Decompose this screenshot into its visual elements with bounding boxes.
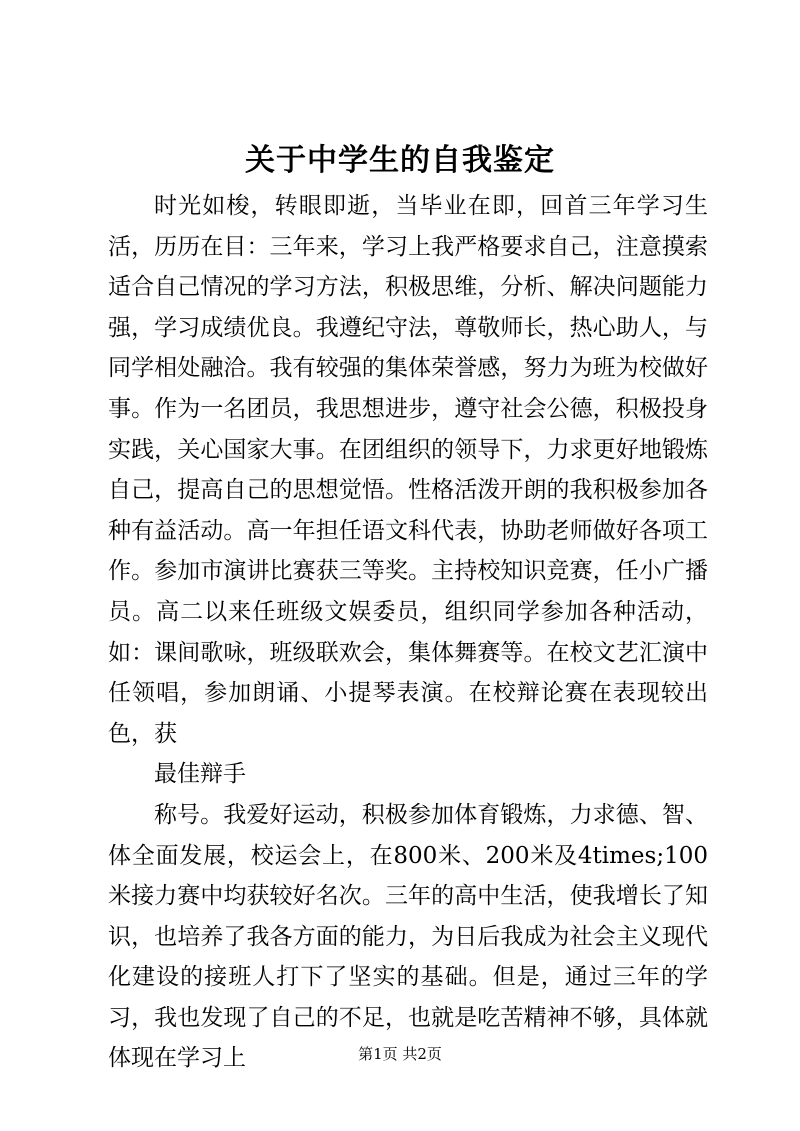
paragraph-3: 称号。我爱好运动，积极参加体育锻炼，力求德、智、体全面发展，校运会上，在800米、200米及4times;100米接力赛中均获较好名次。三年的高中生活，使我增长了知识，也培养了我各方面的能力，为日后我成为社会主义现代化建设的接班人打下了坚实的基础。但是，通过三年的学习，我也发现了自己的不足，也就是吃苦精神不够，具体就体现在学习上 [108,801,708,1072]
document-body [108,186,708,1079]
page-footer: 第1页 共2页 [358,1045,442,1063]
document-title: 关于中学生的自我鉴定 [245,143,555,178]
paragraph-1: 时光如梭，转眼即逝，当毕业在即，回首三年学习生活，历历在目：三年来，学习上我严格要求自己，注意摸索适合自己情况的学习方法，积极思维，分析、解决问题能力强，学习成绩优良。我遵纪守法，尊敬师长，热心助人，与同学相处融洽。我有较强的集体荣誉感，努力为班为校做好事。作为一名团员，我思想进步，遵守社会公德，积极投身实践，关心国家大事。在团组织的领导下，力求更好地锻炼自己，提高自己的思想觉悟。性格活泼开朗的我积极参加各种有益活动。高一年担任语文科代表，协助老师做好各项工作。参加市演讲比赛获三等奖。主持校知识竞赛，任小广播员。高二以来任班级文娱委员，组织同学参加各种活动，如：课间歌咏，班级联欢会，集体舞赛等。在校文艺汇演中任领唱，参加朗诵、小提琴表演。在校辩论赛在表现较出色，获 [108,193,708,747]
paragraph-2: 最佳辩手 [154,761,246,788]
